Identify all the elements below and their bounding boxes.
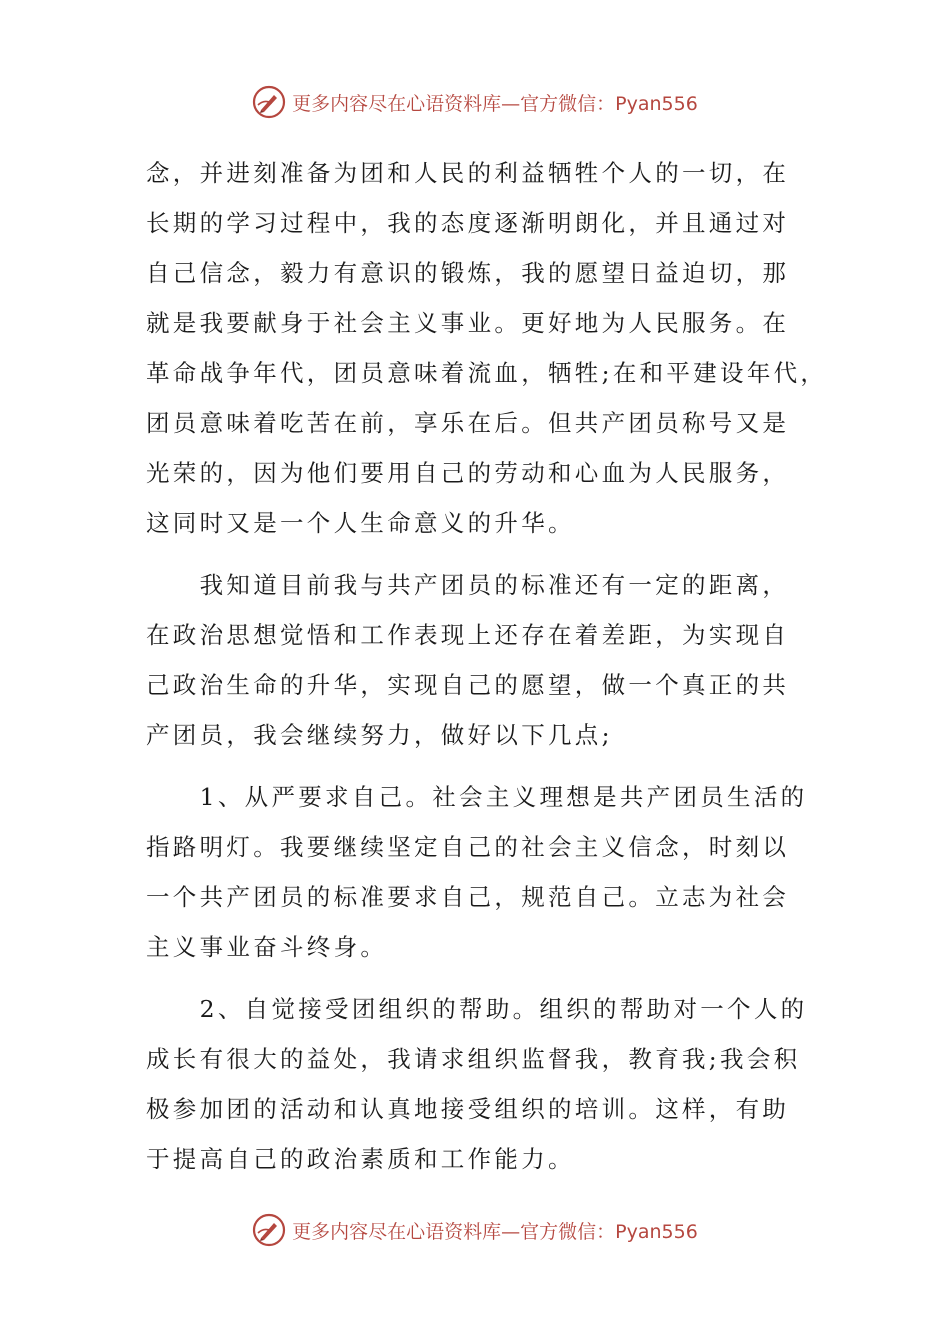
document-body — [146, 148, 826, 1184]
text-line: 自己信念，毅力有意识的锻炼，我的愿望日益迫切，那 — [146, 259, 790, 287]
paragraph — [146, 148, 826, 548]
paragraph — [146, 772, 826, 972]
text-line: 主义事业奋斗终身。 — [146, 933, 388, 961]
text-line: 在政治思想觉悟和工作表现上还存在着差距，为实现自 — [146, 621, 790, 649]
text-line: 团员意味着吃苦在前，享乐在后。但共产团员称号又是 — [146, 409, 790, 437]
paragraph-gap — [146, 760, 826, 772]
text-line: 极参加团的活动和认真地接受组织的培训。这样，有助 — [146, 1095, 790, 1123]
text-line: 就是我要献身于社会主义事业。更好地为人民服务。在 — [146, 309, 790, 337]
text-line: 我知道目前我与共产团员的标准还有一定的距离， — [146, 571, 790, 599]
text-line: 指路明灯。我要继续坚定自己的社会主义信念，时刻以 — [146, 833, 790, 861]
paragraph-gap — [146, 972, 826, 984]
header-banner-id: Pyan556 — [615, 92, 698, 115]
footer-banner-label: 更多内容尽在心语资料库—官方微信： — [292, 1220, 616, 1243]
text-line: 革命战争年代，团员意味着流血，牺牲;在和平建设年代， — [146, 359, 828, 387]
text-line: 产团员，我会继续努力，做好以下几点; — [146, 721, 613, 749]
header-banner-text — [292, 89, 698, 116]
text-line: 于提高自己的政治素质和工作能力。 — [146, 1145, 575, 1173]
footer-banner-text — [292, 1217, 698, 1244]
paragraph-gap — [146, 548, 826, 560]
text-line: 己政治生命的升华，实现自己的愿望，做一个真正的共 — [146, 671, 790, 699]
text-line: 念，并进刻准备为团和人民的利益牺牲个人的一切，在 — [146, 159, 790, 187]
text-line: 一个共产团员的标准要求自己，规范自己。立志为社会 — [146, 883, 790, 911]
text-line: 这同时又是一个人生命意义的升华。 — [146, 509, 575, 537]
text-line: 长期的学习过程中，我的态度逐渐明朗化，并且通过对 — [146, 209, 790, 237]
footer-banner — [0, 1210, 950, 1250]
header-banner-label: 更多内容尽在心语资料库—官方微信： — [292, 92, 616, 115]
paragraph — [146, 984, 826, 1184]
text-line: 2、自觉接受团组织的帮助。组织的帮助对一个人的 — [146, 995, 808, 1023]
text-line: 光荣的，因为他们要用自己的劳动和心血为人民服务， — [146, 459, 790, 487]
pen-logo-icon — [252, 1213, 286, 1247]
pen-logo-icon — [252, 85, 286, 119]
header-banner — [0, 82, 950, 122]
paragraph — [146, 560, 826, 760]
footer-banner-id: Pyan556 — [615, 1220, 698, 1243]
text-line: 成长有很大的益处，我请求组织监督我，教育我;我会积 — [146, 1045, 801, 1073]
text-line: 1、从严要求自己。社会主义理想是共产团员生活的 — [146, 783, 808, 811]
